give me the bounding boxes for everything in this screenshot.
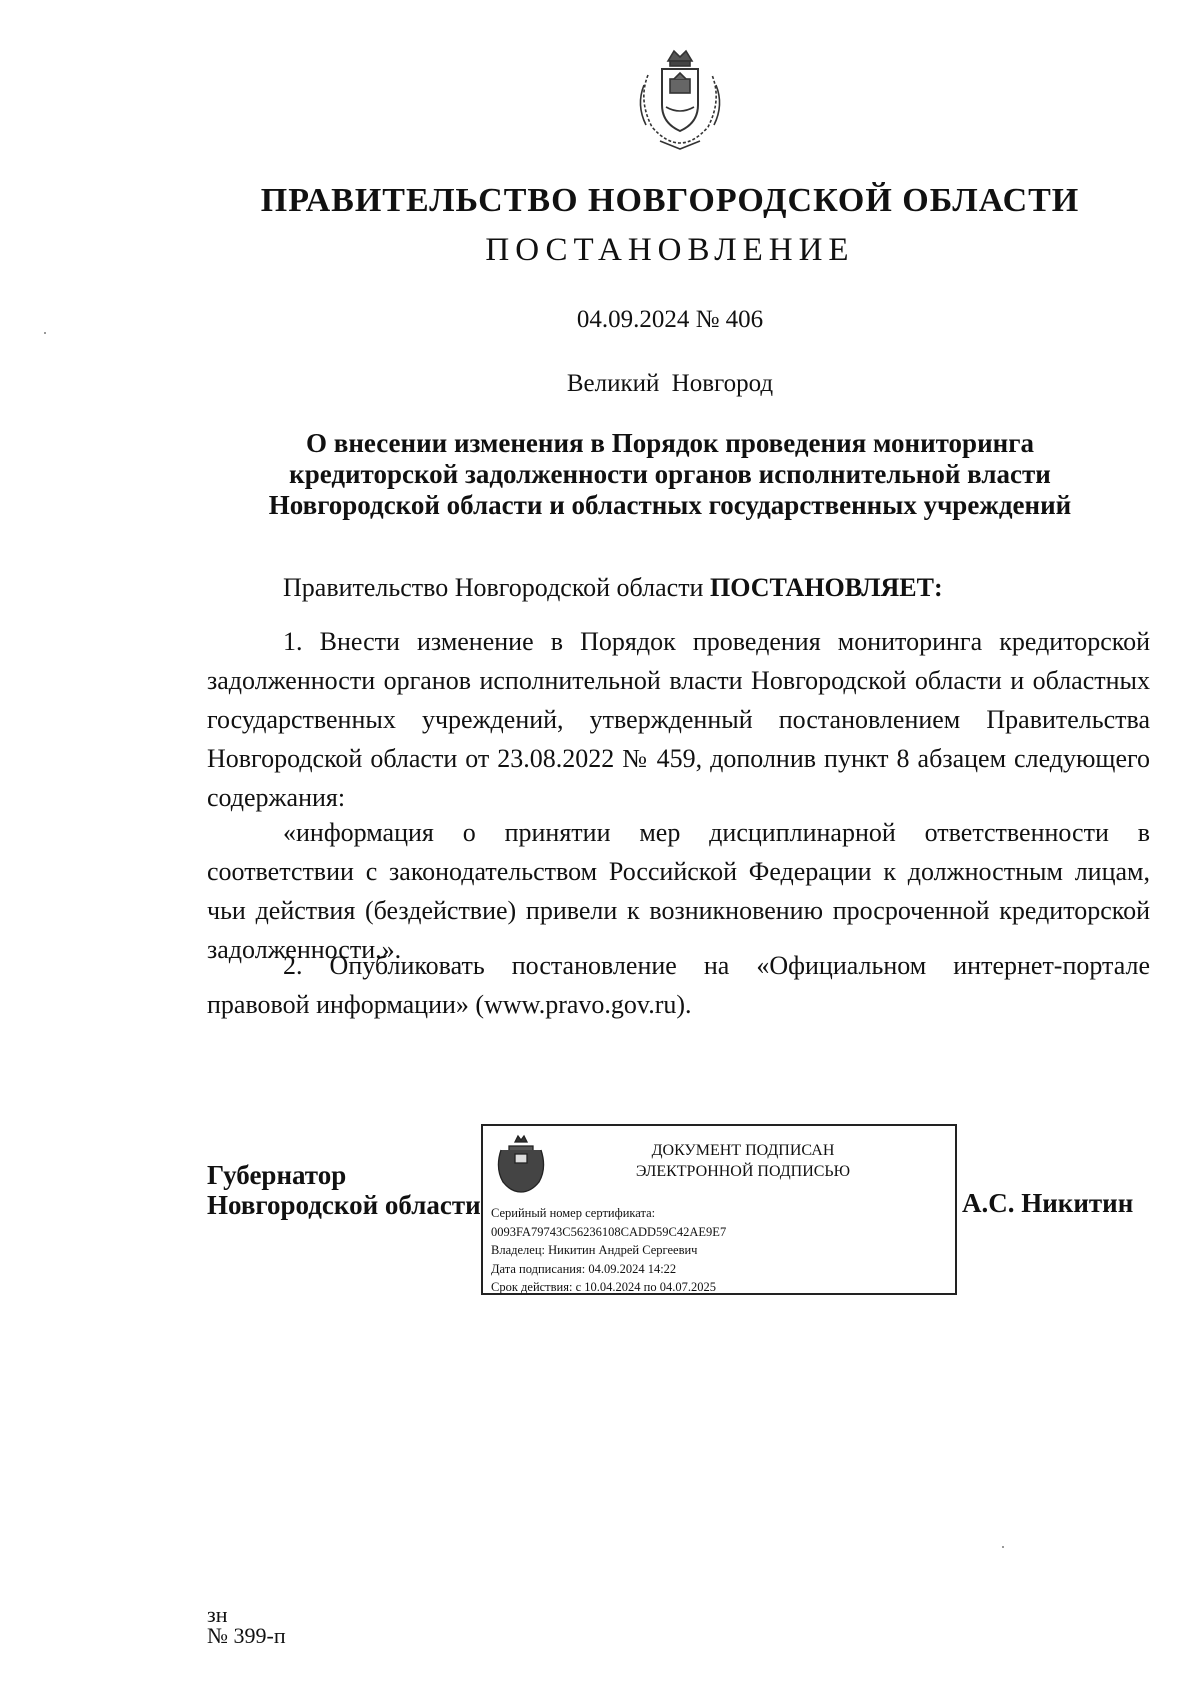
- preamble-text: Правительство Новгородской области: [283, 573, 710, 602]
- stamp-details: [491, 1204, 726, 1297]
- subject-line: Новгородской области и областных государственных учреждений: [268, 490, 1072, 520]
- document-type: ПОСТАНОВЛЕНИЕ: [485, 232, 855, 268]
- governor-title-line: Губернатор: [207, 1160, 347, 1190]
- government-title: ПРАВИТЕЛЬСТВО НОВГОРОДСКОЙ ОБЛАСТИ: [260, 182, 1080, 219]
- governor-title: [207, 1160, 481, 1220]
- stamp-owner: Владелец: Никитин Андрей Сергеевич: [491, 1243, 698, 1257]
- stamp-validity: Срок действия: с 10.04.2024 по 04.07.2025: [491, 1280, 716, 1294]
- scan-speck: [44, 332, 46, 334]
- stamp-heading: [563, 1140, 923, 1182]
- paragraph-1: 1. Внести изменение в Порядок проведения мониторинга кредиторской задолженности органов исполнительной власти Новгородской области и областных государственных учреждений, утвержденный постановлением Правительства Новгородской области от 23.08.2022 № 459, дополнив пункт 8 абзацем следующего содержания:: [207, 627, 1150, 812]
- electronic-signature-stamp: [481, 1124, 957, 1295]
- document-city: Великий Новгород: [566, 370, 774, 397]
- subject-line: О внесении изменения в Порядок проведения мониторинга: [306, 428, 1034, 458]
- preamble: [283, 568, 1153, 607]
- footer-number: № 399-п: [207, 1623, 286, 1648]
- stamp-cert-number: 0093FA79743C56236108CADD59C42AE9E7: [491, 1224, 727, 1239]
- stamp-cert-label: Серийный номер сертификата:: [491, 1206, 656, 1220]
- stamp-coat-of-arms-icon: [493, 1134, 549, 1196]
- paragraph-2: 2. Опубликовать постановление на «Официальном интернет-портале правовой информации» (www.pravo.gov.ru).: [207, 951, 1150, 1019]
- document-subject: [170, 428, 1170, 521]
- stamp-signed-date: Дата подписания: 04.09.2024 14:22: [491, 1261, 677, 1276]
- governor-title-line: Новгородской области: [207, 1190, 481, 1220]
- paragraph-quote: «информация о принятии мер дисциплинарной ответственности в соответствии с законодательством Российской Федерации к должностным лицам, чьи действия (бездействие) привели к возникновению просроченной кредиторской задолженности.».: [207, 818, 1150, 964]
- scan-speck: [1002, 1546, 1004, 1548]
- subject-line: кредиторской задолженности органов исполнительной власти: [289, 459, 1051, 489]
- footer-registration: [207, 1604, 286, 1646]
- preamble-decree: ПОСТАНОВЛЯЕТ:: [709, 573, 943, 602]
- stamp-heading-line: ДОКУМЕНТ ПОДПИСАН: [651, 1142, 835, 1159]
- document-date-number: 04.09.2024 № 406: [576, 306, 764, 333]
- footer-initials: зн: [207, 1602, 228, 1627]
- stamp-heading-line: ЭЛЕКТРОННОЙ ПОДПИСЬЮ: [635, 1163, 851, 1180]
- signer-name: А.С. Никитин: [962, 1188, 1134, 1218]
- coat-of-arms-icon: [630, 45, 730, 155]
